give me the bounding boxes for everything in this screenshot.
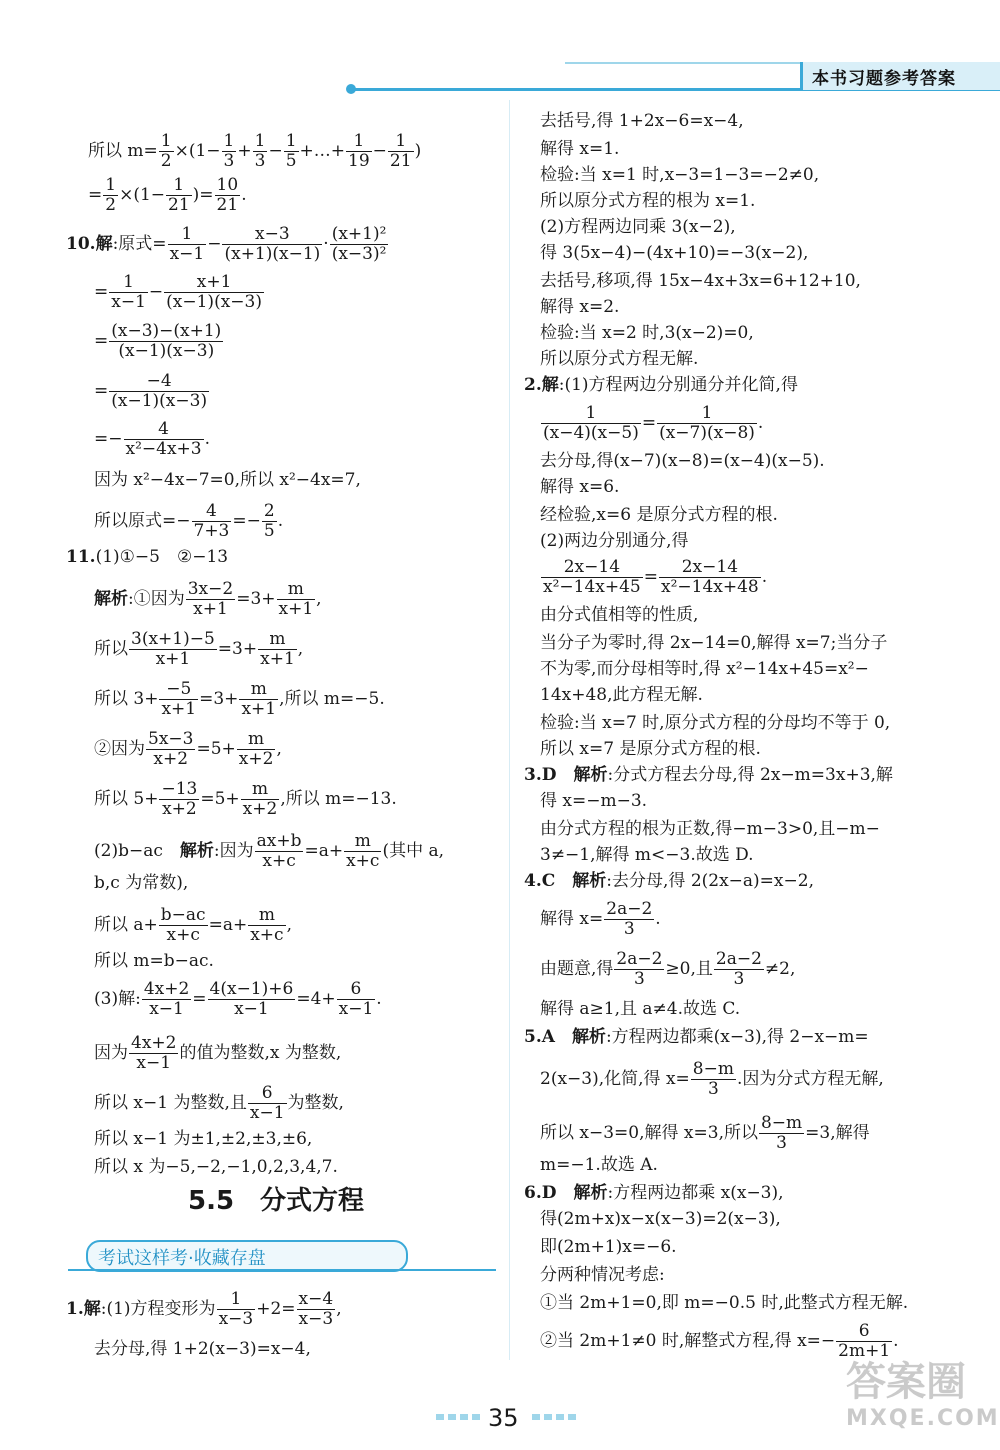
denominator: x−1 bbox=[149, 999, 184, 1019]
numerator: 2a−2 bbox=[606, 899, 653, 919]
q2-line-7: $\frac{2x-14}{\text{x²−14x+45}}$ = $\frac{2x-14}{\text{x²−14x+48}}$ . bbox=[543, 557, 768, 597]
fraction bbox=[346, 132, 372, 171]
fraction bbox=[103, 176, 118, 215]
fraction bbox=[159, 680, 198, 719]
right-line-3: 检验:当 x=1 时,x−3=1−3=−2≠0, bbox=[540, 165, 820, 185]
numerator: 3(x+1)−5 bbox=[131, 629, 215, 649]
denominator: x+1 bbox=[278, 599, 314, 619]
q11-line-9: 所以 a+ $\frac{b-ac}{x+c}$ =a+ $\frac{m}{x+c}$ , bbox=[94, 905, 292, 945]
fraction bbox=[241, 780, 280, 819]
q5-line-2: 2(x−3),化简,得 x= $\frac{8-m}{3}$ .因为分式方程无解, bbox=[540, 1059, 884, 1099]
fraction bbox=[208, 980, 296, 1019]
numerator: 4 bbox=[124, 420, 204, 440]
q5-line-1: 5.A 解析:方程两边都乘(x−3),得 2−x−m= bbox=[524, 1027, 869, 1047]
denominator: 3 bbox=[254, 151, 266, 171]
denominator: 3 bbox=[776, 1133, 787, 1153]
fraction bbox=[836, 1322, 892, 1361]
numerator: (x−3)−(x+1) bbox=[111, 321, 222, 341]
denominator: x+c bbox=[250, 925, 284, 945]
fraction bbox=[159, 780, 199, 819]
numerator: x−4 bbox=[298, 1289, 334, 1309]
numerator: −5 bbox=[159, 680, 198, 700]
denominator: 2 bbox=[160, 151, 172, 171]
fraction bbox=[166, 176, 192, 215]
numerator: 1 bbox=[109, 273, 148, 293]
fraction bbox=[186, 580, 235, 619]
q11-line-15: 所以 x 为−5,−2,−1,0,2,3,4,7. bbox=[94, 1157, 338, 1177]
q10-line-7: 所以原式=− $\frac{4}{7+3}$ =− $\frac{2}{5}$ . bbox=[94, 501, 284, 541]
q10-line-1: 10.解:原式= $\frac{1}{x-1}$ − $\frac{x-3}{(x+1)(x-1)}$ · $\frac{\text{(x+1)²}}{\text{(x−3)²}}$ bbox=[66, 224, 387, 264]
numerator: 1 bbox=[254, 131, 266, 151]
fraction bbox=[253, 132, 268, 171]
q6-line-5: ①当 2m+1=0,即 m=−0.5 时,此整式方程无解. bbox=[540, 1293, 909, 1313]
numerator: −13 bbox=[161, 779, 198, 799]
fraction bbox=[159, 906, 208, 945]
q6-line-1: 6.D 解析:方程两边都乘 x(x−3), bbox=[524, 1183, 784, 1203]
page-number-decor-right bbox=[532, 1414, 578, 1420]
fraction bbox=[237, 730, 276, 769]
numerator: 1 bbox=[160, 131, 172, 151]
q6-line-4: 分两种情况考虑: bbox=[540, 1265, 665, 1285]
right-line-5: (2)方程两边同乘 3(x−2), bbox=[540, 217, 736, 237]
denominator: x²−14x+48 bbox=[661, 577, 759, 597]
q11-line-1: 11.(1)①−5 ②−13 bbox=[66, 547, 229, 567]
q1-line-2: 去分母,得 1+2(x−3)=x−4, bbox=[94, 1339, 311, 1359]
q6-line-2: 得(2m+x)x−x(x−3)=2(x−3), bbox=[540, 1209, 781, 1229]
q11-line-10: 所以 m=b−ac. bbox=[94, 951, 214, 971]
q11-line-11: (3)解: $\frac{4x+2}{x-1}$ = $\frac{4(x-1)+6}{x-1}$ =4+ $\frac{6}{x-1}$ . bbox=[94, 979, 382, 1019]
q5-line-4: m=−1.故选 A. bbox=[540, 1155, 658, 1175]
fraction bbox=[344, 832, 381, 871]
q6-line-6: ②当 2m+1≠0 时,解整式方程,得 x=− $\frac{6}{2m+1}$ . bbox=[540, 1321, 899, 1361]
numerator: m bbox=[237, 730, 276, 750]
fraction bbox=[604, 900, 654, 939]
fraction bbox=[284, 132, 299, 171]
q11-line-6: 所以 5+ $\frac{-13}{x+2}$ =5+ $\frac{m}{x+2}$ ,所以 m=−13. bbox=[94, 779, 397, 819]
denominator: x−1 bbox=[111, 292, 146, 312]
watermark-text: 答案圈 bbox=[846, 1359, 966, 1405]
numerator: 8−m bbox=[760, 1113, 803, 1133]
q11-line-4: 所以 3+ $\frac{-5}{x+1}$ =3+ $\frac{m}{x+1}$ ,所以 m=−5. bbox=[94, 679, 385, 719]
fraction bbox=[759, 1114, 804, 1153]
denominator: (x−4)(x−5) bbox=[543, 423, 639, 443]
denominator: (x+1)(x−1) bbox=[224, 244, 321, 264]
fraction bbox=[258, 630, 297, 669]
q2-line-6: (2)两边分别通分,得 bbox=[540, 531, 689, 551]
watermark-url: MXQE.COM bbox=[846, 1406, 1000, 1431]
left-line-2: = $\frac{1}{2}$ ×(1− $\frac{1}{21}$ )= $\frac{10}{21}$ . bbox=[88, 175, 247, 215]
q4-line-3: 由题意,得 $\frac{2a-2}{3}$ ≥0,且 $\frac{2a-2}{3}$ ≠2, bbox=[540, 949, 796, 989]
q3-line-4: 3≠−1,解得 m<−3.故选 D. bbox=[540, 845, 754, 865]
q10-line-4: = $\frac{-4}{(x-1)(x-3)}$ bbox=[94, 371, 208, 411]
banner-label: 考试这样考·收藏存盘 bbox=[98, 1248, 266, 1269]
fraction bbox=[222, 225, 322, 264]
denominator: x+1 bbox=[155, 649, 191, 669]
numerator: ax+b bbox=[256, 831, 302, 851]
numerator: 2 bbox=[263, 501, 275, 521]
page-number-decor-left bbox=[436, 1414, 482, 1420]
denominator: x+1 bbox=[260, 649, 295, 669]
denominator: 21 bbox=[216, 195, 239, 215]
denominator: (x−3)² bbox=[331, 244, 387, 264]
numerator: 2a−2 bbox=[616, 949, 663, 969]
fraction bbox=[164, 273, 264, 312]
fraction bbox=[168, 225, 207, 264]
q1-line-1: 1.解:(1)方程变形为 $\frac{1}{x-3}$ +2= $\frac{x-4}{x-3}$ , bbox=[66, 1289, 342, 1329]
q2-line-1: 2.解:(1)方程两边分别通分并化简,得 bbox=[524, 375, 798, 395]
q2-line-12: 检验:当 x=7 时,原分式方程的分母均不等于 0, bbox=[540, 713, 891, 733]
numerator: 3x−2 bbox=[187, 579, 234, 599]
denominator: x+1 bbox=[193, 599, 228, 619]
fraction bbox=[159, 132, 174, 171]
fraction bbox=[129, 1034, 178, 1073]
fraction bbox=[330, 225, 389, 264]
numerator: 4 bbox=[192, 502, 232, 522]
q10-line-2: = $\frac{1}{x-1}$ − $\frac{x+1}{(x-1)(x-3)}$ bbox=[94, 272, 262, 312]
right-line-8: 解得 x=2. bbox=[540, 297, 620, 317]
denominator: x−1 bbox=[338, 999, 374, 1019]
numerator: 6 bbox=[337, 980, 376, 1000]
q11-line-12: 因为 $\frac{4x+2}{x-1}$ 的值为整数,x 为整数, bbox=[94, 1033, 342, 1073]
denominator: x−3 bbox=[218, 1309, 254, 1329]
q11-line-3: 所以 $\frac{3(x+1)-5}{x+1}$ =3+ $\frac{m}{x+1}$ , bbox=[94, 629, 304, 669]
fraction bbox=[691, 1060, 736, 1099]
q5-line-3: 所以 x−3=0,解得 x=3,所以 $\frac{8-m}{3}$ =3,解得 bbox=[540, 1113, 870, 1153]
numerator: m bbox=[258, 630, 297, 650]
q2-line-8: 由分式值相等的性质, bbox=[540, 605, 699, 625]
header-title: 本书习题参考答案 bbox=[812, 69, 956, 89]
fraction bbox=[714, 950, 764, 989]
q3-line-1: 3.D 解析:分式方程去分母,得 2x−m=3x+3,解 bbox=[524, 765, 893, 785]
q2-line-5: 经检验,x=6 是原分式方程的根. bbox=[540, 505, 778, 525]
numerator: 1 bbox=[285, 131, 297, 151]
fraction bbox=[248, 906, 285, 945]
denominator: 21 bbox=[168, 195, 190, 215]
fraction bbox=[297, 1290, 336, 1329]
fraction bbox=[657, 404, 757, 443]
fraction bbox=[659, 558, 761, 597]
right-line-4: 所以原分式方程的根为 x=1. bbox=[540, 191, 756, 211]
numerator: m bbox=[344, 832, 381, 852]
right-line-6: 得 3(5x−4)−(4x+10)=−3(x−2), bbox=[540, 243, 809, 263]
right-line-9: 检验:当 x=2 时,3(x−2)=0, bbox=[540, 323, 754, 343]
fraction bbox=[248, 1084, 287, 1123]
numerator: x−3 bbox=[222, 225, 322, 245]
numerator: (x+1)² bbox=[331, 224, 387, 244]
denominator: 7+3 bbox=[193, 521, 230, 541]
fraction bbox=[222, 132, 237, 171]
denominator: x−1 bbox=[234, 999, 269, 1019]
fraction bbox=[192, 502, 232, 541]
q11-line-5: ②因为 $\frac{5x-3}{x+2}$ =5+ $\frac{m}{x+2}$ , bbox=[94, 729, 282, 769]
denominator: 5 bbox=[285, 151, 297, 171]
section-title: 5.5 分式方程 bbox=[188, 1186, 365, 1216]
denominator: x+2 bbox=[162, 799, 197, 819]
denominator: x+1 bbox=[161, 699, 197, 719]
numerator: 10 bbox=[216, 175, 239, 195]
denominator: 3 bbox=[623, 919, 635, 939]
fraction bbox=[614, 950, 664, 989]
numerator: m bbox=[277, 580, 316, 600]
denominator: (x−1)(x−3) bbox=[118, 341, 215, 361]
numerator: 4x+2 bbox=[131, 1033, 177, 1053]
denominator: 21 bbox=[389, 151, 412, 171]
q6-line-3: 即(2m+1)x=−6. bbox=[540, 1237, 677, 1257]
q4-line-1: 4.C 解析:去分母,得 2(2x−a)=x−2, bbox=[524, 871, 814, 891]
q2-line-4: 解得 x=6. bbox=[540, 477, 620, 497]
q2-line-10: 不为零,而分母相等时,得 x²−14x+45=x²− bbox=[540, 659, 869, 679]
denominator: 3 bbox=[223, 151, 235, 171]
numerator: 1 bbox=[217, 1290, 256, 1310]
fraction bbox=[109, 372, 209, 411]
numerator: 6 bbox=[248, 1084, 287, 1104]
numerator: 1 bbox=[657, 404, 757, 424]
denominator: 3 bbox=[707, 1079, 719, 1099]
fraction bbox=[388, 132, 414, 171]
fraction bbox=[277, 580, 316, 619]
numerator: x+1 bbox=[164, 273, 264, 293]
fraction bbox=[255, 832, 304, 871]
denominator: (x−1)(x−3) bbox=[111, 391, 208, 411]
fraction bbox=[129, 630, 217, 669]
numerator: 2x−14 bbox=[659, 558, 761, 578]
q11-line-2: 解析:①因为 $\frac{3x-2}{x+1}$ =3+ $\frac{m}{x+1}$ , bbox=[94, 579, 322, 619]
q4-line-4: 解得 a≥1,且 a≠4.故选 C. bbox=[540, 999, 741, 1019]
numerator: 1 bbox=[166, 176, 192, 196]
denominator: 2 bbox=[105, 195, 117, 215]
q4-line-2: 解得 x= $\frac{2a-2}{3}$ . bbox=[540, 899, 661, 939]
numerator: m bbox=[241, 780, 280, 800]
banner-rule bbox=[68, 1269, 496, 1271]
fraction bbox=[337, 980, 376, 1019]
numerator: 1 bbox=[388, 132, 414, 152]
fraction bbox=[142, 980, 191, 1019]
fraction bbox=[109, 273, 148, 312]
right-line-1: 去括号,得 1+2x−6=x−4, bbox=[540, 111, 744, 131]
q2-line-11: 14x+48,此方程无解. bbox=[540, 685, 703, 705]
denominator: x+c bbox=[262, 851, 296, 871]
q3-line-3: 由分式方程的根为正数,得−m−3>0,且−m− bbox=[540, 819, 880, 839]
fraction bbox=[215, 176, 241, 215]
q10-line-3: = $\frac{(x-3)-(x+1)}{(x-1)(x-3)}$ bbox=[94, 321, 222, 361]
fraction bbox=[124, 420, 204, 459]
denominator: 5 bbox=[263, 521, 275, 541]
section-banner bbox=[68, 1238, 498, 1272]
numerator: 5x−3 bbox=[148, 729, 194, 749]
q10-line-5: =− $\frac{4}{\text{x²−4x+3}}$ . bbox=[94, 419, 211, 459]
numerator: 2x−14 bbox=[541, 558, 643, 578]
denominator: 2m+1 bbox=[838, 1341, 891, 1361]
fraction bbox=[109, 322, 223, 361]
q11-line-13: 所以 x−1 为整数,且 $\frac{6}{x-1}$ 为整数, bbox=[94, 1083, 344, 1123]
numerator: 1 bbox=[168, 225, 207, 245]
denominator: x²−14x+45 bbox=[543, 577, 641, 597]
numerator: 4x+2 bbox=[143, 979, 190, 999]
denominator: x+2 bbox=[242, 799, 278, 819]
q11-line-8: b,c 为常数), bbox=[94, 873, 189, 893]
numerator: 1 bbox=[346, 132, 372, 152]
numerator: 1 bbox=[223, 131, 235, 151]
numerator: 2a−2 bbox=[715, 949, 762, 969]
denominator: x+c bbox=[166, 925, 200, 945]
denominator: 19 bbox=[348, 151, 370, 171]
q11-line-14: 所以 x−1 为±1,±2,±3,±6, bbox=[94, 1129, 313, 1149]
right-line-10: 所以原分式方程无解. bbox=[540, 349, 699, 369]
fraction bbox=[541, 558, 643, 597]
fraction bbox=[541, 404, 641, 443]
denominator: x+2 bbox=[153, 749, 189, 769]
q2-line-3: 去分母,得(x−7)(x−8)=(x−4)(x−5). bbox=[540, 451, 825, 471]
fraction bbox=[239, 680, 278, 719]
denominator: x−3 bbox=[298, 1309, 334, 1329]
denominator: (x−1)(x−3) bbox=[166, 292, 262, 312]
fraction bbox=[146, 730, 195, 769]
column-divider bbox=[509, 100, 510, 1360]
right-line-7: 去括号,移项,得 15x−4x+3x=6+12+10, bbox=[540, 271, 861, 291]
denominator: x−1 bbox=[136, 1053, 172, 1073]
numerator: m bbox=[248, 906, 285, 926]
numerator: 4(x−1)+6 bbox=[209, 979, 294, 999]
q2-line-9: 当分子为零时,得 2x−14=0,解得 x=7;当分子 bbox=[540, 633, 888, 653]
left-line-1: 所以 m= $\frac{1}{2}$ ×(1− $\frac{1}{3}$ + $\frac{1}{3}$ − $\frac{1}{5}$ +…+ $\frac{1}{19}$ − $\frac{1}{21}$ ) bbox=[88, 131, 422, 171]
page-number: 35 bbox=[488, 1404, 519, 1432]
denominator: x²−4x+3 bbox=[125, 439, 202, 459]
header-decor-line bbox=[565, 62, 805, 64]
q10-line-6: 因为 x²−4x−7=0,所以 x²−4x=7, bbox=[94, 470, 361, 490]
denominator: 3 bbox=[634, 969, 645, 989]
numerator: m bbox=[239, 680, 278, 700]
right-line-2: 解得 x=1. bbox=[540, 139, 620, 159]
q3-line-2: 得 x=−m−3. bbox=[540, 791, 648, 811]
denominator: x+c bbox=[346, 851, 380, 871]
denominator: x−1 bbox=[169, 244, 205, 264]
denominator: 3 bbox=[733, 969, 745, 989]
fraction bbox=[262, 502, 277, 541]
denominator: x−1 bbox=[249, 1103, 285, 1123]
watermark-logo bbox=[846, 1358, 1000, 1448]
numerator: 1 bbox=[105, 175, 117, 195]
numerator: 6 bbox=[836, 1322, 892, 1342]
denominator: x+2 bbox=[238, 749, 274, 769]
fraction bbox=[217, 1290, 256, 1329]
q2-line-2: $\frac{1}{(x-4)(x-5)}$ = $\frac{1}{(x-7)(x-8)}$ . bbox=[543, 403, 764, 443]
denominator: x+1 bbox=[241, 699, 277, 719]
denominator: (x−7)(x−8) bbox=[659, 423, 755, 443]
numerator: −4 bbox=[109, 372, 209, 392]
q2-line-13: 所以 x=7 是原分式方程的根. bbox=[540, 739, 761, 759]
numerator: 1 bbox=[541, 404, 641, 424]
numerator: b−ac bbox=[160, 905, 206, 925]
numerator: 8−m bbox=[692, 1059, 734, 1079]
q11-line-7: (2)b−ac 解析:因为 $\frac{ax+b}{x+c}$ =a+ $\frac{m}{x+c}$ (其中 a, bbox=[94, 831, 445, 871]
